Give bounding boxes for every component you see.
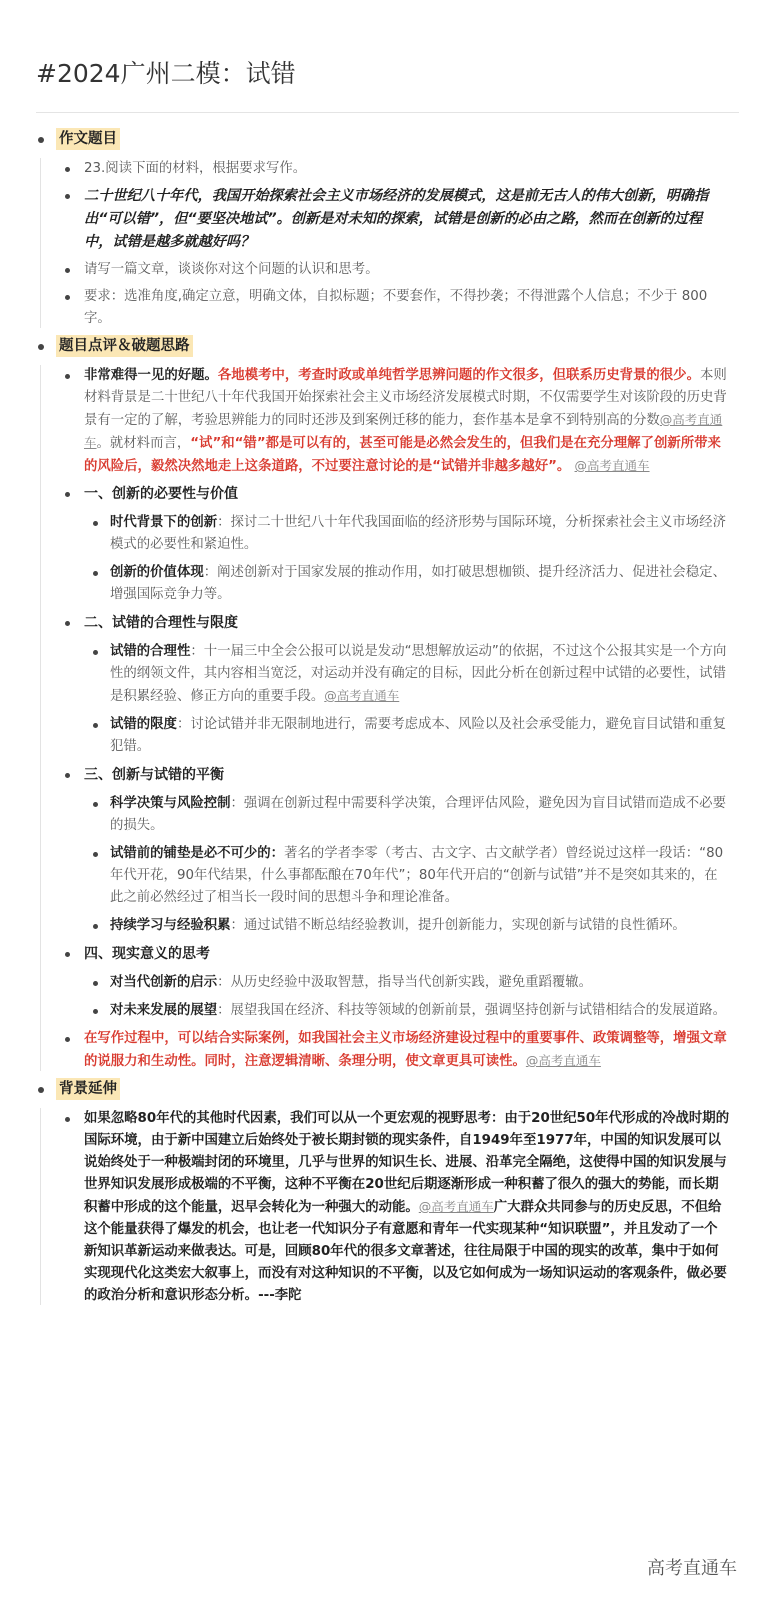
section-essay-topic (30, 128, 730, 330)
background-paragraph: 如果忽略80年代的其他时代因素，我们可以从一个更宏观的视野思考：由于20世纪50年代形成的冷战时期的国际环境，由于新中国建立后始终处于被长期封锁的现实条件，自1949年至1977年，中国的知识发展可以说始终处于一种极端封闭的环境里，几乎与世界的知识生长、进展、沿革完全隔绝，这使得中国的知识发展与世界知识发展形成极端的不平衡，这种不平衡在20世纪后期逐渐形成一种积蓄了很久的强大的势能，而长期积蓄中形成的这个能量，迟早会转化为一种强大的动能。@高考直通车广大群众共同参与的历史反思，不但给这个能量获得了爆发的机会，也让老一代知识分子有意愿和青年一代实现某种“知识联盟”，并且发动了一个新知识革新运动来做表达。可是，回顾80年代的很多文章著述，往往局限于中国的现实的改革，集中于如何实现现代化这类宏大叙事上，而没有对这种知识的不平衡，以及它如何成为一场知识运动的客观条件，做必要的政治分析和意识形态分析。---李陀 (56, 1108, 730, 1307)
closing-note: 在写作过程中，可以结合实际案例，如我国社会主义市场经济建设过程中的重要事件、政策调整等，增强文章的说服力和生动性。同时，注意逻辑清晰、条理分明，使文章更具可读性。@高考直通车 (56, 1028, 730, 1073)
source-watermark: @高考直通车 (84, 412, 723, 450)
outline-point: 一、创新的必要性与价值 时代背景下的创新：探讨二十世纪八十年代我国面临的经济形势与国际环境，分析探索社会主义市场经济模式的必要性和紧迫性。 创新的价值体现：阐述创新对于国家发展的推动作用，如打破思想枷锁、提升经济活力、促进社会稳定、增强国际竞争力等。 (56, 483, 730, 606)
list-item: 23.阅读下面的材料，根据要求写作。 (56, 158, 730, 180)
outline-point: 二、试错的合理性与限度 试错的合理性：十一届三中全会公报可以说是发动“思想解放运动”的依据，不过这个公报其实是一个方向性的纲领文件，其内容相当宽泛，对运动并没有确定的目标，因此分析在创新过程中试错的必要性，试错是积累经验、修正方向的重要手段。@高考直通车 试错的限度：讨论试错并非无限制地进行，需要考虑成本、风险以及社会承受能力，避免盲目试错和重复犯错。 (56, 612, 730, 758)
page-title: #2024广州二模：试错 (36, 59, 296, 88)
source-watermark: @高考直通车 (324, 688, 400, 703)
brand-watermark: 高考直通车 (647, 1558, 737, 1579)
list-item: 请写一篇文章，谈谈你对这个问题的认识和思考。 (56, 259, 730, 281)
list-item: 要求：选准角度,确定立意，明确文体，自拟标题；不要套作，不得抄袭；不得泄露个人信息；不少于 800字。 (56, 286, 730, 330)
source-watermark: @高考直通车 (574, 458, 650, 473)
list-item: 科学决策与风险控制：强调在创新过程中需要科学决策，合理评估风险，避免因为盲目试错而造成不必要的损失。 (84, 793, 730, 837)
list-item: 时代背景下的创新：探讨二十世纪八十年代我国面临的经济形势与国际环境，分析探索社会主义市场经济模式的必要性和紧迫性。 (84, 512, 730, 556)
section-heading: 作文题目 (56, 128, 120, 150)
source-watermark: @高考直通车 (525, 1053, 601, 1068)
section-heading: 背景延伸 (56, 1078, 120, 1100)
material-quote: 二十世纪八十年代，我国开始探索社会主义市场经济的发展模式，这是前无古人的伟大创新，明确指出“可以错”，但“要坚决地试”。创新是对未知的探索，试错是创新的必由之路，然而在创新的过程中，试错是越多就越好吗？ (56, 185, 730, 254)
title-divider (36, 112, 739, 113)
section-background (30, 1078, 730, 1307)
list-item: 试错的限度：讨论试错并非无限制地进行，需要考虑成本、风险以及社会承受能力，避免盲目试错和重复犯错。 (84, 714, 730, 758)
list-item: 创新的价值体现：阐述创新对于国家发展的推动作用，如打破思想枷锁、提升经济活力、促进社会稳定、增强国际竞争力等。 (84, 562, 730, 606)
outline-point: 四、现实意义的思考 对当代创新的启示：从历史经验中汲取智慧，指导当代创新实践，避免重蹈覆辙。 对未来发展的展望：展望我国在经济、科技等领域的创新前景，强调坚持创新与试错相结合的发展道路。 (56, 943, 730, 1022)
outline-point: 三、创新与试错的平衡 科学决策与风险控制：强调在创新过程中需要科学决策，合理评估风险，避免因为盲目试错而造成不必要的损失。 试错前的铺垫是必不可少的：著名的学者李零（考古、古文字、古文献学者）曾经说过这样一段话：“80年代开花，90年代结果，什么事都酝酿在70年代”；80年代开启的“创新与试错”并不是突如其来的，在此之前必然经过了相当长一段时间的思想斗争和理论准备。 持续学习与经验积累：通过试错不断总结经验教训，提升创新能力，实现创新与试错的良性循环。 (56, 764, 730, 937)
section-review (30, 335, 730, 1073)
list-item: 持续学习与经验积累：通过试错不断总结经验教训，提升创新能力，实现创新与试错的良性循环。 (84, 915, 730, 937)
document-body (30, 128, 730, 1312)
list-item: 对当代创新的启示：从历史经验中汲取智慧，指导当代创新实践，避免重蹈覆辙。 (84, 972, 730, 994)
list-item: 对未来发展的展望：展望我国在经济、科技等领域的创新前景，强调坚持创新与试错相结合的发展道路。 (84, 1000, 730, 1022)
source-watermark: @高考直通车 (418, 1199, 494, 1214)
list-item: 试错前的铺垫是必不可少的：著名的学者李零（考古、古文字、古文献学者）曾经说过这样一段话：“80年代开花，90年代结果，什么事都酝酿在70年代”；80年代开启的“创新与试错”并不是突如其来的，在此之前必然经过了相当长一段时间的思想斗争和理论准备。 (84, 843, 730, 909)
section-heading: 题目点评＆破题思路 (56, 335, 193, 357)
review-paragraph: 非常难得一见的好题。各地模考中，考查时政或单纯哲学思辨问题的作文很多，但联系历史背景的很少。本则材料背景是二十世纪八十年代我国开始探索社会主义市场经济发展模式时期，不仅需要学生对该阶段的历史背景有一定的了解，考验思辨能力的同时还涉及到案例迁移的能力，套作基本是拿不到特别高的分数@高考直通车。就材料而言，“试”和“错”都是可以有的，甚至可能是必然会发生的，但我们是在充分理解了创新所带来的风险后，毅然决然地走上这条道路，不过要注意讨论的是“试错并非越多越好”。 @高考直通车 (56, 365, 730, 478)
list-item: 试错的合理性：十一届三中全会公报可以说是发动“思想解放运动”的依据，不过这个公报其实是一个方向性的纲领文件，其内容相当宽泛，对运动并没有确定的目标，因此分析在创新过程中试错的必要性，试错是积累经验、修正方向的重要手段。@高考直通车 (84, 641, 730, 708)
outline (30, 128, 730, 1307)
